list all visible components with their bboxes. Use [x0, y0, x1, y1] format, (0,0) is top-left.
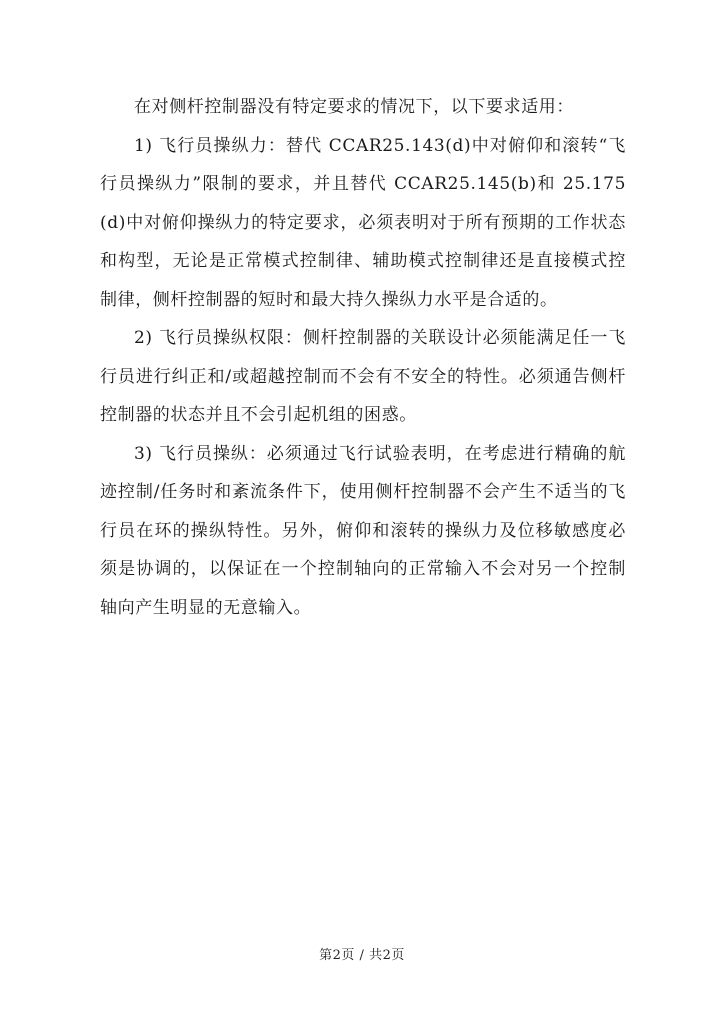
pilot-handling-paragraph: 3) 飞行员操纵：必须通过飞行试验表明，在考虑进行精确的航迹控制/任务时和紊流条件下，使用侧杆控制器不会产生不适当的飞行员在环的操纵特性。另外，俯仰和滚转的操纵力及位移敏感度必须是协调的，以保证在一个控制轴向的正常输入不会对另一个控制轴向产生明显的无意输入。 — [100, 443, 626, 618]
intro-paragraph: 在对侧杆控制器没有特定要求的情况下，以下要求适用： — [134, 97, 574, 117]
document-body — [100, 88, 626, 627]
pilot-control-force-paragraph: 1) 飞行员操纵力：替代 CCAR25.143(d)中对俯仰和滚转“飞行员操纵力”限制的要求，并且替代 CCAR25.145(b)和 25.175(d)中对俯仰操纵力的特定要求，必须表明对于所有预期的工作状态和构型，无论是正常模式控制律、辅助模式控制律还是直接模式控制律，侧杆控制器的短时和最大持久操纵力水平是合适的。 — [100, 135, 626, 310]
page-number-footer: 第2页 / 共2页 — [319, 948, 405, 963]
pilot-control-authority-paragraph: 2) 飞行员操纵权限：侧杆控制器的关联设计必须能满足任一飞行员进行纠正和/或超越控制而不会有不安全的特性。必须通告侧杆控制器的状态并且不会引起机组的困惑。 — [100, 328, 626, 425]
